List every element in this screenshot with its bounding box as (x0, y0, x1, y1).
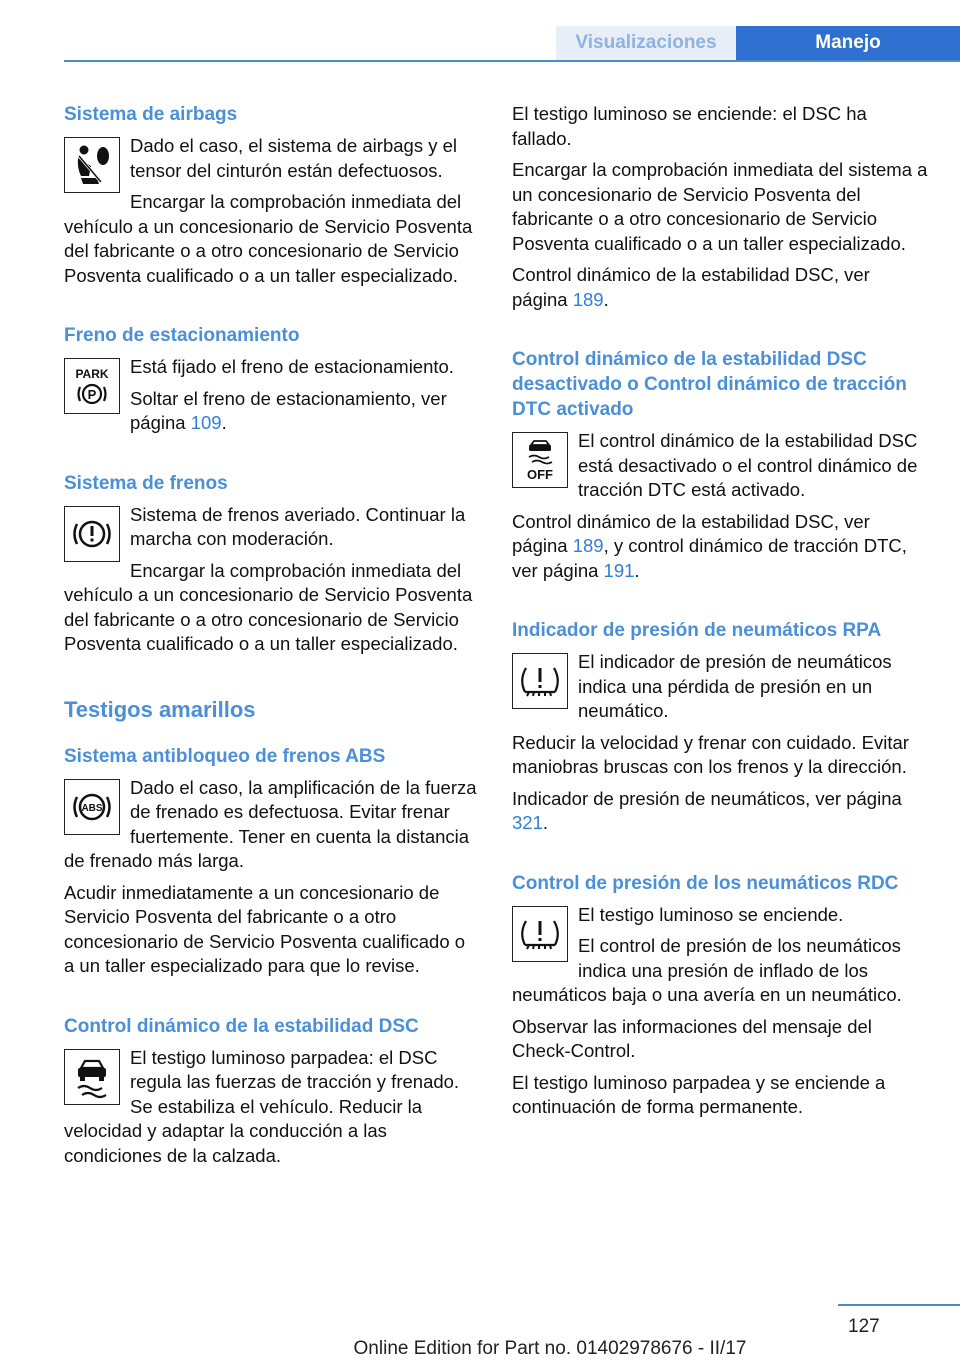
tire-pressure-icon (512, 653, 568, 709)
off-icon-text: OFF (527, 467, 553, 482)
airbag-text-1: Dado el caso, el sistema de airbags y el tensor del cinturón están defectuosos. (130, 135, 458, 181)
entry-dsc (64, 1046, 478, 1176)
heading-dsc: Control dinámico de la estabilidad DSC (64, 1015, 419, 1037)
dsc-icon (64, 1049, 120, 1105)
airbag-text-2: Encargar la comprobación inmediata del vehículo a un concesionario de Servicio Posventa del fabricante o a otro concesionario de Servicio Posventa cualificado o a un taller especializado. (64, 191, 473, 286)
page-number: 127 (848, 1316, 880, 1337)
abs-text-2: Acudir inmediatamente a un concesionario de Servicio Posventa del fabricante o a otro concesionario de Servicio Posventa cualificado o a un taller especializado para que lo revise. (64, 881, 466, 976)
rpa-text-1: El indicador de presión de neumáticos indica una pérdida de presión en un neumático. (578, 651, 892, 721)
footer-rule (838, 1304, 960, 1306)
header-rule (64, 60, 960, 62)
page-link-191[interactable]: 191 (603, 559, 635, 581)
heading-dsc-off: Control dinámico de la estabilidad DSC desactivado o Control dinámico de tracción DTC activado (512, 349, 907, 420)
dsc-cont-text-3: Control dinámico de la estabilidad DSC, ver página 189. (512, 264, 870, 310)
airbag-icon (64, 137, 120, 193)
park-brake-icon (64, 358, 120, 414)
page-link-189[interactable]: 189 (572, 288, 604, 310)
page-link-321[interactable]: 321 (512, 812, 543, 833)
entry-airbag (64, 134, 478, 295)
dsc-off-icon (512, 432, 568, 488)
rdc-text-2: El control de presión de los neumáticos indica una presión de inflado de los neumáticos baja o una avería en un neumático. (512, 935, 902, 1005)
dsc-cont-text-1: El testigo luminoso se enciende: el DSC ha fallado. (512, 103, 867, 149)
abs-icon-text: ABS (81, 802, 103, 814)
abs-text-1: Dado el caso, la amplificación de la fuerza de frenado es defectuosa. Evitar frenar fuertemente. Tener en cuenta la distancia de frenado más larga. (64, 776, 477, 871)
brakes-text-1: Sistema de frenos averiado. Continuar la marcha con moderación. (130, 503, 466, 549)
entry-rdc (512, 903, 928, 1127)
rdc-text-1: El testigo luminoso se enciende. (578, 903, 844, 925)
edition-footer: Online Edition for Part no. 01402978676 - II/17 (353, 1338, 747, 1359)
page-link-189b[interactable]: 189 (572, 535, 604, 556)
heading-abs: Sistema antibloqueo de frenos ABS (64, 745, 386, 767)
entry-rpa (512, 650, 928, 843)
svg-text:P: P (87, 387, 97, 402)
tab-manejo[interactable]: Manejo (736, 26, 960, 60)
park-icon-text: PARK (75, 367, 109, 381)
entry-dsc-off (512, 429, 928, 590)
rdc-text-4: El testigo luminoso parpadea y se enciende a continuación de forma permanente. (512, 1071, 886, 1117)
parking-text-1: Está fijado el freno de estacionamiento. (130, 356, 454, 377)
heading-brake-system: Sistema de frenos (64, 472, 228, 494)
brake-warning-icon (64, 506, 120, 562)
heading-rdc: Control de presión de los neumáticos RDC (512, 872, 899, 894)
entry-brake-system (64, 503, 478, 664)
page-link-109[interactable]: 109 (190, 412, 222, 433)
tire-pressure-icon-rdc (512, 906, 568, 962)
heading-parking-brake: Freno de estacionamiento (64, 325, 300, 346)
parking-text-2: Soltar el freno de estacionamiento, ver página 109. (130, 387, 447, 433)
rdc-text-3: Observar las informaciones del mensaje del Check-Control. (512, 1015, 872, 1061)
brakes-text-2: Encargar la comprobación inmediata del vehículo a un concesionario de Servicio Posventa del fabricante o a otro concesionario de Servicio Posventa cualificado o a un taller especializado. (64, 559, 473, 654)
rpa-text-3: Indicador de presión de neumáticos, ver página 321. (512, 787, 902, 833)
dsc-cont-text-2: Encargar la comprobación inmediata del sistema a un concesionario de Servicio Posventa del fabricante o a otro concesionario de Servicio Posventa cualificado o a un taller especializado. (512, 159, 928, 254)
entry-abs (64, 776, 478, 986)
rpa-text-2: Reducir la velocidad y frenar con cuidado. Evitar maniobras bruscas con los frenos y la dirección. (512, 731, 909, 777)
tab-visualizaciones[interactable]: Visualizaciones (556, 26, 736, 60)
abs-icon (64, 779, 120, 835)
left-column (64, 102, 478, 1175)
dsc-text-1: El testigo luminoso parpadea: el DSC regula las fuerzas de tracción y frenado. Se estabiliza el vehículo. Reducir la velocidad y adaptar la conducción a las condiciones de la calzada. (64, 1046, 460, 1166)
heading-yellow-lights: Testigos amarillos (64, 696, 256, 722)
heading-airbag: Sistema de airbags (64, 104, 238, 125)
entry-parking-brake (64, 355, 478, 443)
right-column (512, 102, 928, 1127)
heading-rpa: Indicador de presión de neumáticos RPA (512, 620, 882, 641)
dsc-off-text-1: El control dinámico de la estabilidad DSC está desactivado o el control dinámico de tracción DTC está activado. (578, 430, 918, 500)
dsc-off-text-2: Control dinámico de la estabilidad DSC, ver página 189, y control dinámico de tracción DTC, ver página 191. (512, 510, 907, 581)
